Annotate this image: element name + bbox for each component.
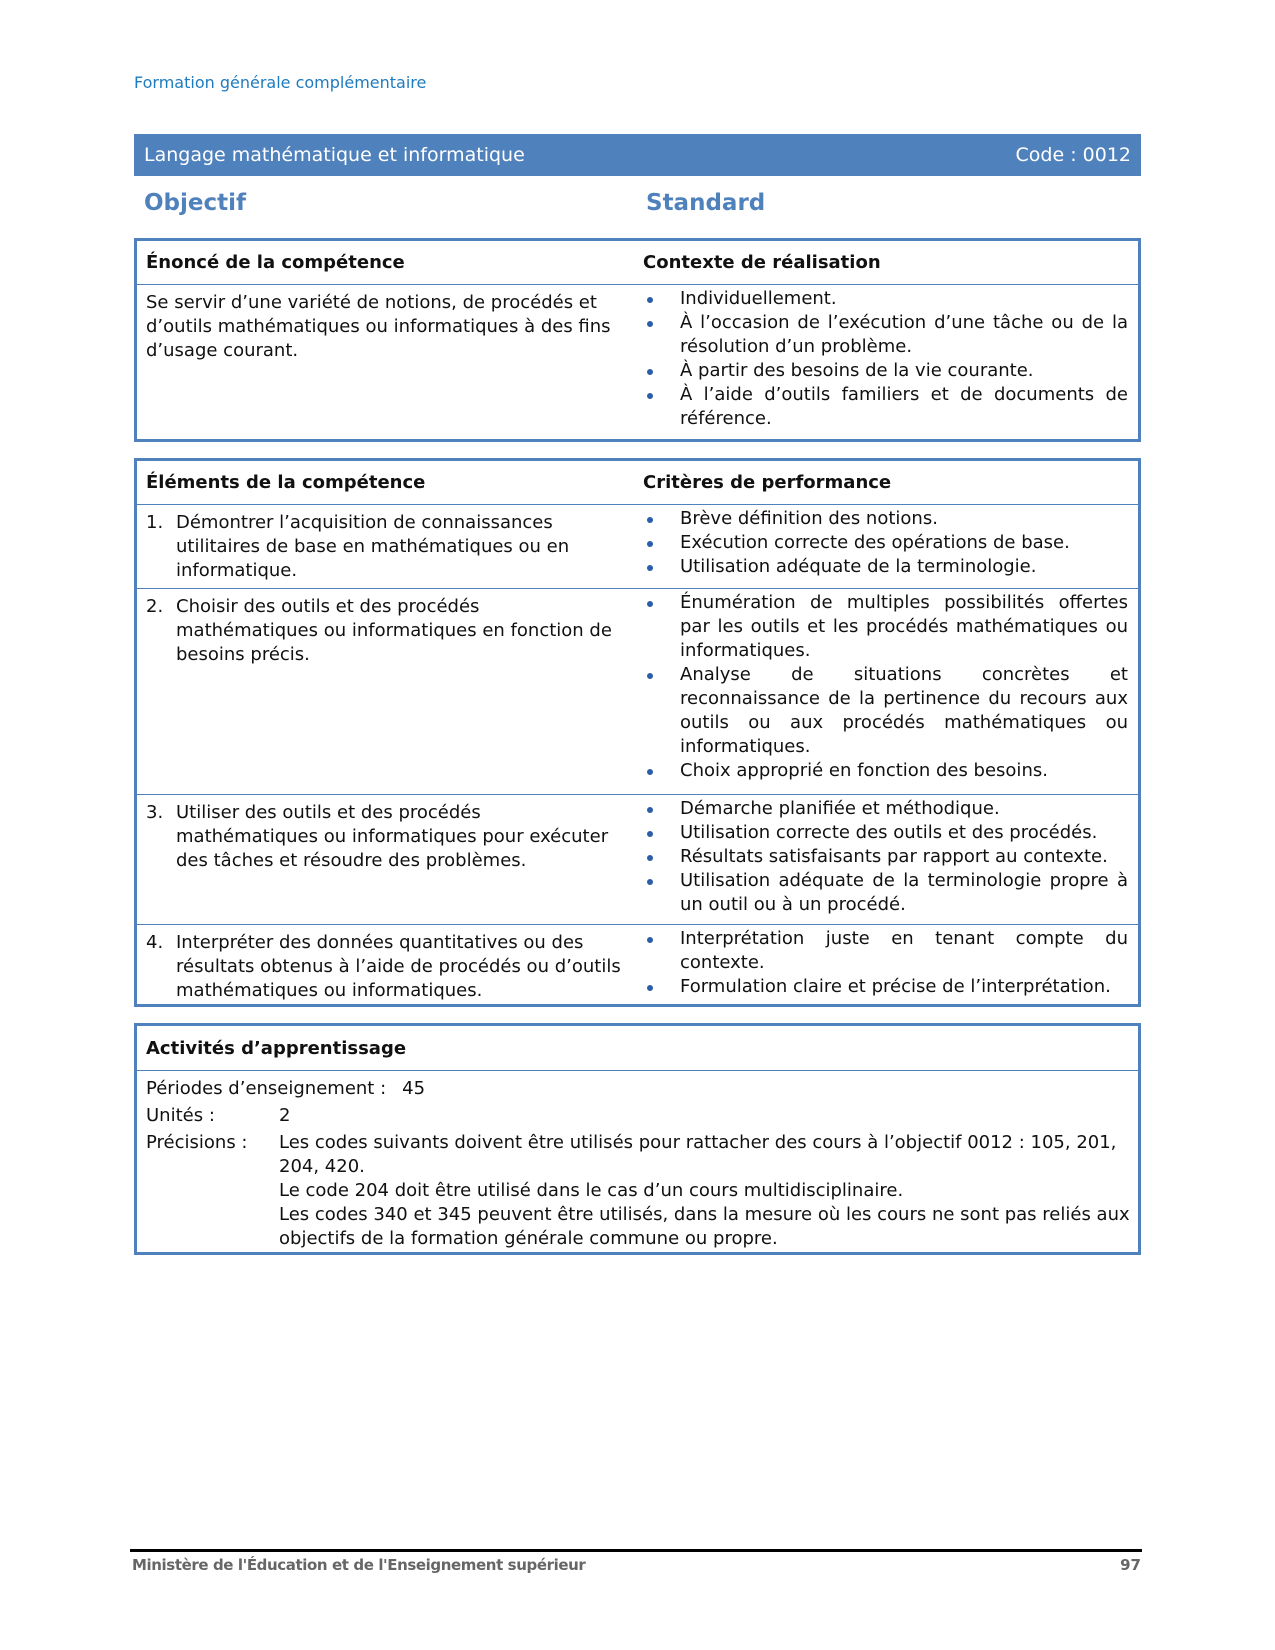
unites-value: 2 [279, 1105, 291, 1126]
critere-item: Exécution correcte des opérations de base. [632, 531, 1128, 555]
element-number: 4. [146, 932, 164, 953]
page-number: 97 [1120, 1556, 1141, 1574]
element-text: Utiliser des outils et des procédés mathématiques ou informatiques pour exécuter des tâches et résoudre des problèmes. [176, 802, 609, 871]
critere-item: Utilisation adéquate de la terminologie. [632, 555, 1128, 579]
critere-item: Interprétation juste en tenant compte du contexte. [632, 927, 1128, 975]
running-head: Formation générale complémentaire [134, 73, 427, 92]
activites-header: Activités d’apprentissage [146, 1037, 407, 1059]
course-code: Code : 0012 [1015, 144, 1131, 166]
precisions-line [146, 1131, 1130, 1251]
section-objectif: Objectif [144, 190, 247, 216]
element-text: Démontrer l’acquisition de connaissances utilitaires de base en mathématiques ou en informatique. [176, 512, 570, 581]
contexte-list [632, 287, 1128, 431]
element-number: 1. [146, 512, 164, 533]
critere-item: Formulation claire et précise de l’interprétation. [632, 975, 1128, 999]
section-standard: Standard [646, 190, 766, 216]
critere-item: Résultats satisfaisants par rapport au contexte. [632, 845, 1128, 869]
contexte-item: À l’occasion de l’exécution d’une tâche ou de la résolution d’un problème. [632, 311, 1128, 359]
critere-item: Brève définition des notions. [632, 507, 1128, 531]
enonce-text: Se servir d’une variété de notions, de procédés et d’outils mathématiques ou informatiques à des fins d’usage courant. [146, 292, 611, 361]
precision-text: Le code 204 doit être utilisé dans le cas d’un cours multidisciplinaire. [279, 1180, 904, 1201]
element-number: 2. [146, 596, 164, 617]
activites-header-row [137, 1026, 1138, 1071]
table-row [137, 925, 1138, 1003]
unites-line [146, 1104, 1130, 1128]
contexte-item: À partir des besoins de la vie courante. [632, 359, 1128, 383]
footer-rule [130, 1549, 1142, 1552]
table-row [137, 505, 1138, 589]
unites-label: Unités : [146, 1105, 215, 1126]
precision-text: Les codes 340 et 345 peuvent être utilisés, dans la mesure où les cours ne sont pas reliés aux objectifs de la formation générale commune ou propre. [279, 1204, 1130, 1249]
periodes-value: 45 [402, 1078, 426, 1099]
enonce-row [137, 285, 1138, 431]
critere-item: Choix approprié en fonction des besoins. [632, 759, 1128, 783]
precisions-label: Précisions : [146, 1132, 248, 1153]
periodes-line [146, 1077, 1130, 1101]
precision-text: Les codes suivants doivent être utilisés pour rattacher des cours à l’objectif 0012 : 105, 201, 204, 420. [279, 1132, 1117, 1177]
table-row [137, 589, 1138, 795]
criteres-list [632, 507, 1128, 579]
course-title: Langage mathématique et informatique [144, 144, 525, 166]
footer-publisher: Ministère de l'Éducation et de l'Enseignement supérieur [132, 1556, 586, 1574]
enonce-header-row [137, 241, 1138, 285]
criteres-list [632, 591, 1128, 783]
table-row [137, 795, 1138, 925]
criteres-list [632, 927, 1128, 999]
title-bar [134, 134, 1141, 176]
element-text: Choisir des outils et des procédés mathématiques ou informatiques en fonction de besoins précis. [176, 596, 612, 665]
criteres-list [632, 797, 1128, 917]
enonce-header: Énoncé de la compétence [146, 252, 405, 273]
critere-item: Démarche planifiée et méthodique. [632, 797, 1128, 821]
periodes-label: Périodes d’enseignement : [146, 1078, 387, 1099]
elements-header: Éléments de la compétence [146, 472, 426, 493]
element-number: 3. [146, 802, 164, 823]
critere-item: Utilisation correcte des outils et des procédés. [632, 821, 1128, 845]
critere-item: Analyse de situations concrètes et reconnaissance de la pertinence du recours aux outils ou aux procédés mathématiques ou informatiques. [632, 663, 1128, 759]
criteres-header: Critères de performance [643, 472, 892, 493]
elements-header-row [137, 461, 1138, 505]
activites-box [134, 1023, 1141, 1255]
element-text: Interpréter des données quantitatives ou des résultats obtenus à l’aide de procédés ou d’outils mathématiques ou informatiques. [176, 932, 621, 1001]
contexte-item: À l’aide d’outils familiers et de documents de référence. [632, 383, 1128, 431]
contexte-item: Individuellement. [632, 287, 1128, 311]
contexte-header: Contexte de réalisation [643, 252, 881, 273]
critere-item: Utilisation adéquate de la terminologie propre à un outil ou à un procédé. [632, 869, 1128, 917]
enonce-box [134, 238, 1141, 442]
elements-box [134, 458, 1141, 1007]
critere-item: Énumération de multiples possibilités offertes par les outils et les procédés mathématiques ou informatiques. [632, 591, 1128, 663]
